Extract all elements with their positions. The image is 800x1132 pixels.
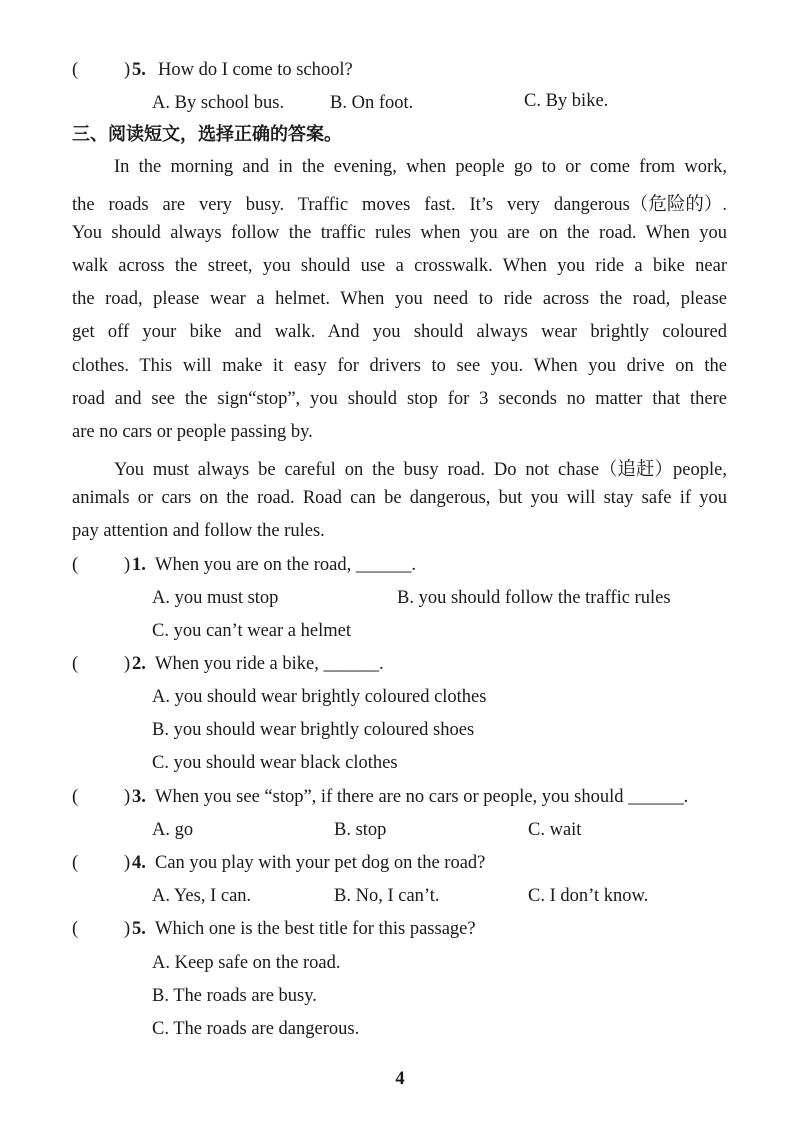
passage-line: get off your bike and walk. And you should always wear brightly coloured	[72, 322, 727, 342]
option-c: C. you can’t wear a helmet	[152, 621, 351, 641]
passage-line: road and see the sign“stop”, you should stop for 3 seconds no matter that there	[72, 389, 727, 409]
option-b: B. you should follow the traffic rules	[397, 588, 671, 608]
question-number: 4.	[132, 853, 146, 873]
question-number: 1.	[132, 555, 146, 575]
answer-paren-open: (	[72, 60, 79, 80]
question-text: When you see “stop”, if there are no cars or people, you should ______.	[155, 787, 689, 807]
option-b: B. The roads are busy.	[152, 986, 317, 1006]
option-b: B. No, I can’t.	[334, 886, 440, 906]
question-text: When you ride a bike, ______.	[155, 654, 384, 674]
answer-paren-open: (	[72, 853, 79, 873]
passage-line: In the morning and in the evening, when people go to or come from work,	[114, 157, 727, 177]
option-b: B. you should wear brightly coloured shoes	[152, 720, 475, 740]
option-c: C. I don’t know.	[528, 886, 649, 906]
question-text: Which one is the best title for this passage?	[155, 919, 476, 939]
prev-option-c: C. By bike.	[524, 91, 609, 111]
answer-paren-open: (	[72, 919, 79, 939]
answer-paren-open: (	[72, 787, 79, 807]
question-number: 3.	[132, 787, 146, 807]
option-b: B. stop	[334, 820, 387, 840]
option-c: C. The roads are dangerous.	[152, 1019, 360, 1039]
question-text: Can you play with your pet dog on the road?	[155, 853, 486, 873]
answer-paren-close: )	[124, 60, 131, 80]
prev-option-b: B. On foot.	[330, 93, 414, 113]
option-c: C. you should wear black clothes	[152, 753, 398, 773]
passage-line: the road, please wear a helmet. When you need to ride across the road, please	[72, 289, 727, 309]
answer-paren-close: )	[124, 654, 131, 674]
passage-line: You should always follow the traffic rules when you are on the road. When you	[72, 223, 727, 243]
answer-paren-close: )	[124, 555, 131, 575]
passage-line: clothes. This will make it easy for drivers to see you. When you drive on the	[72, 356, 727, 376]
passage-line: walk across the street, you should use a crosswalk. When you ride a bike near	[72, 256, 727, 276]
prev-option-a: A. By school bus.	[152, 93, 285, 113]
page-number: 4	[395, 1069, 405, 1089]
answer-paren-close: )	[124, 787, 131, 807]
option-a: A. you should wear brightly coloured clothes	[152, 687, 487, 707]
question-text: When you are on the road, ______.	[155, 555, 416, 575]
option-c: C. wait	[528, 820, 582, 840]
prev-question-number: 5.	[132, 60, 146, 80]
prev-question-text: How do I come to school?	[158, 60, 353, 80]
option-a: A. Yes, I can.	[152, 886, 252, 906]
passage-line: the roads are very busy. Traffic moves fast. It’s very dangerous（危险的）.	[72, 195, 727, 215]
option-a: A. go	[152, 820, 194, 840]
answer-paren-close: )	[124, 853, 131, 873]
option-a: A. Keep safe on the road.	[152, 953, 341, 973]
section-heading: 三、阅读短文，选择正确的答案。	[72, 124, 342, 145]
option-a: A. you must stop	[152, 588, 279, 608]
passage-line: animals or cars on the road. Road can be dangerous, but you will stay safe if you	[72, 488, 727, 508]
question-number: 2.	[132, 654, 146, 674]
answer-paren-open: (	[72, 654, 79, 674]
answer-paren-open: (	[72, 555, 79, 575]
question-number: 5.	[132, 919, 146, 939]
passage-line: pay attention and follow the rules.	[72, 521, 325, 541]
answer-paren-close: )	[124, 919, 131, 939]
passage-line: are no cars or people passing by.	[72, 422, 313, 442]
passage-line: You must always be careful on the busy road. Do not chase（追赶）people,	[114, 460, 727, 480]
